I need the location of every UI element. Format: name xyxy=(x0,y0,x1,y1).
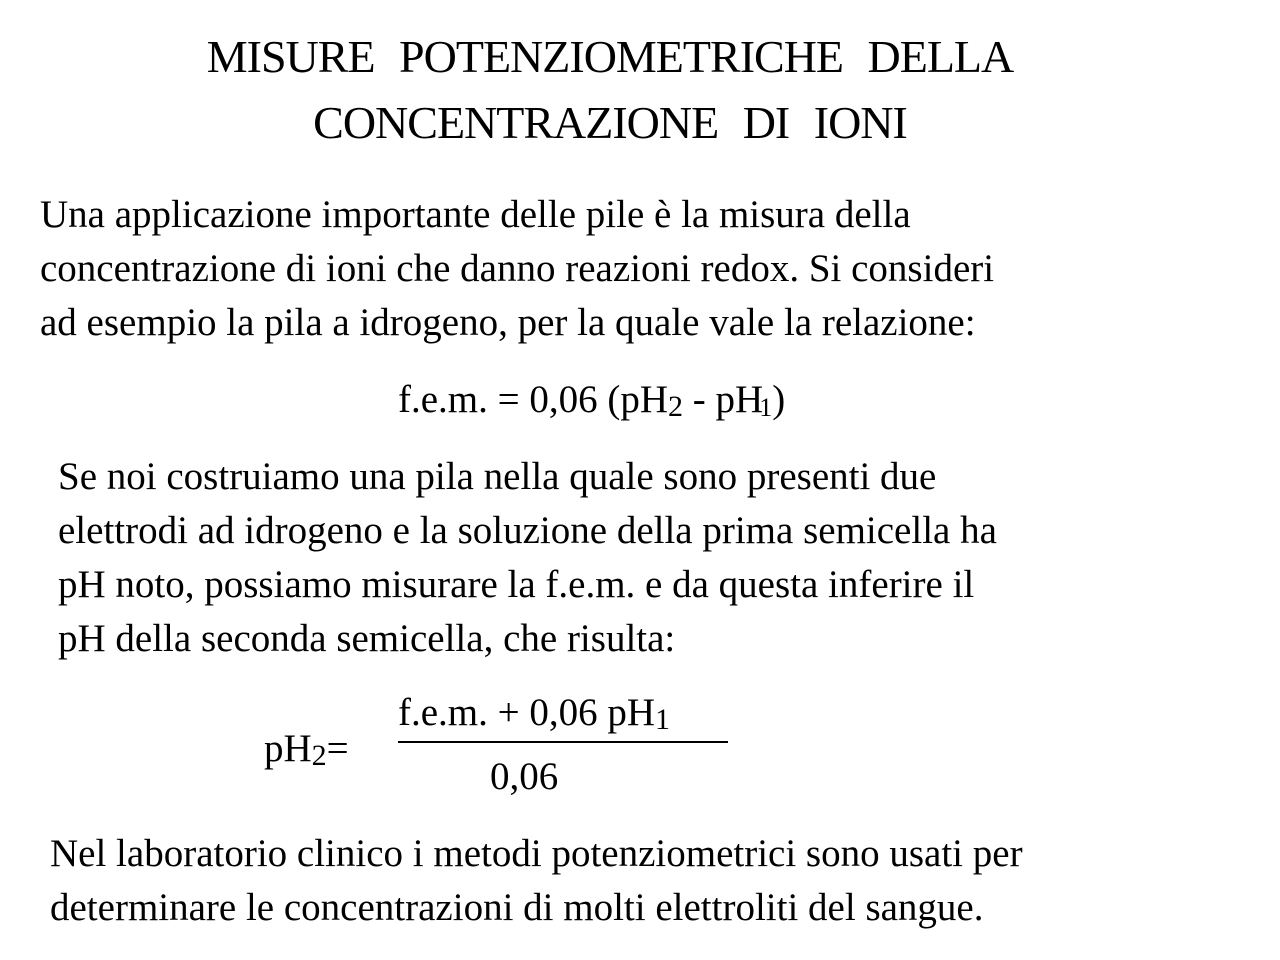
fem-equation-left: f.e.m. = 0,06 (pH xyxy=(398,378,669,421)
intro-line-1: Una applicazione importante delle pile è la misura della xyxy=(40,193,911,236)
intro-paragraph xyxy=(40,188,994,350)
fem-equation xyxy=(398,378,786,423)
ph2-numerator-sub: 1 xyxy=(655,703,671,736)
fem-equation-sub-1: 1 xyxy=(759,393,773,422)
slide-title-line-2: CONCENTRAZIONE DI IONI xyxy=(313,97,907,148)
intro-line-2: concentrazione di ioni che danno reazioni redox. Si consideri xyxy=(40,247,995,290)
conclusion-paragraph xyxy=(50,827,1023,935)
ph2-numerator-text: f.e.m. + 0,06 pH xyxy=(398,691,656,734)
ph2-equation-lhs xyxy=(264,726,349,771)
ph2-lhs-text: pH xyxy=(264,727,312,770)
ph2-equation xyxy=(264,690,744,800)
ph2-equals-sign: = xyxy=(326,727,349,770)
explanation-line-3: pH noto, possiamo misurare la f.e.m. e da questa inferire il xyxy=(58,563,975,606)
fraction-bar xyxy=(398,741,728,743)
conclusion-line-2: determinare le concentrazioni di molti elettroliti del sangue. xyxy=(50,886,984,929)
slide-title-line-1: MISURE POTENZIOMETRICHE DELLA xyxy=(206,31,1014,82)
fem-equation-close: ) xyxy=(772,378,786,421)
explanation-line-1: Se noi costruiamo una pila nella quale sono presenti due xyxy=(58,455,937,498)
explanation-paragraph xyxy=(58,450,997,666)
fem-equation-middle: - pH xyxy=(683,378,764,421)
intro-line-3: ad esempio la pila a idrogeno, per la quale vale la relazione: xyxy=(40,301,976,344)
explanation-line-4: pH della seconda semicella, che risulta: xyxy=(58,617,676,660)
fem-equation-sub-2: 2 xyxy=(668,390,684,423)
explanation-line-2: elettrodi ad idrogeno e la soluzione della prima semicella ha xyxy=(58,509,997,552)
ph2-denominator: 0,06 xyxy=(490,755,559,798)
ph2-numerator xyxy=(398,690,670,735)
conclusion-line-1: Nel laboratorio clinico i metodi potenziometrici sono usati per xyxy=(50,832,1023,875)
ph2-lhs-sub: 2 xyxy=(311,739,327,772)
